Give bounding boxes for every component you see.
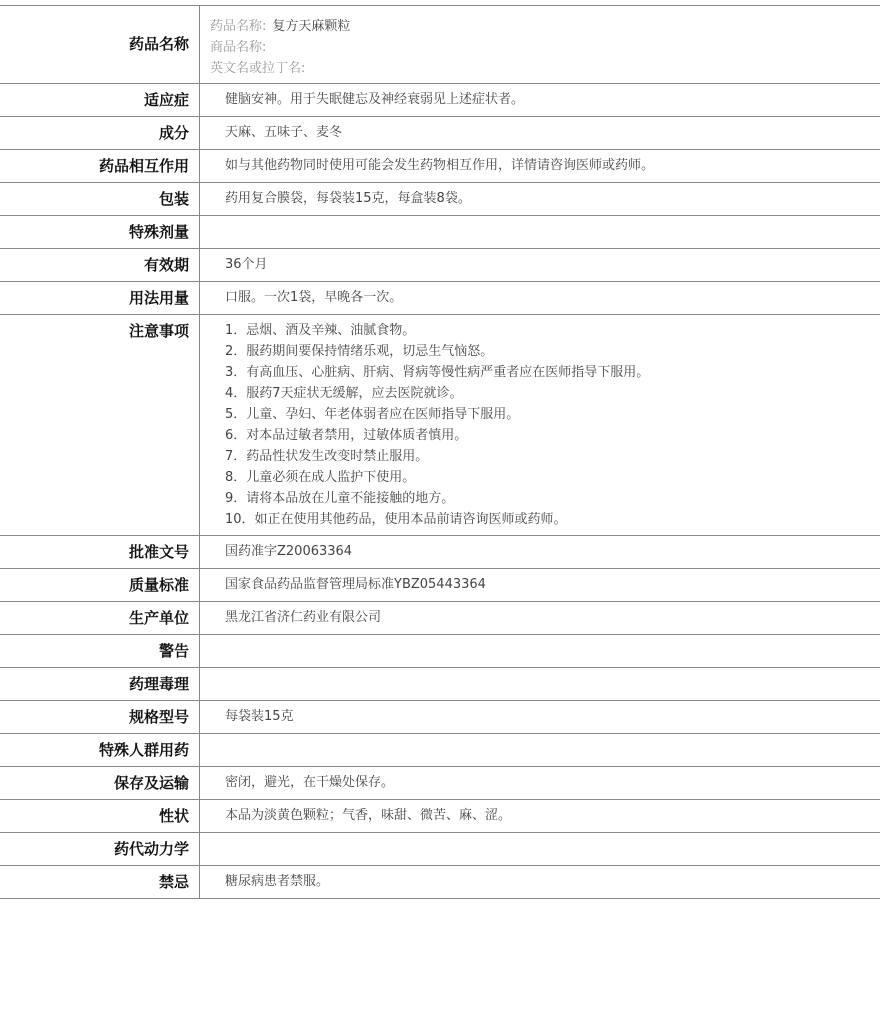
row-value-interactions: 如与其他药物同时使用可能会发生药物相互作用，详情请咨询医师或药师。 <box>225 158 655 173</box>
row-drug-name <box>0 6 880 84</box>
row-value-indications: 健脑安神。用于失眠健忘及神经衰弱见上述症状者。 <box>225 92 525 107</box>
row-label-shelf-life: 有效期 <box>0 249 200 281</box>
generic-name-label: 药品名称: <box>210 19 267 34</box>
row-storage-transport <box>0 767 880 800</box>
row-interactions <box>0 150 880 183</box>
trade-name-label: 商品名称: <box>210 40 267 55</box>
row-label-approval-number: 批准文号 <box>0 536 200 568</box>
row-label-warning: 警告 <box>0 635 200 667</box>
row-ingredients <box>0 117 880 150</box>
row-value-manufacturer: 黑龙江省济仁药业有限公司 <box>225 610 382 625</box>
row-value-approval-number: 国药准字Z20063364 <box>225 544 353 559</box>
row-packaging <box>0 183 880 216</box>
generic-name-line <box>210 16 880 37</box>
english-name-line <box>210 58 880 79</box>
row-special-dosage <box>0 216 880 249</box>
row-value-pharmacology-toxicology <box>200 668 880 700</box>
precaution-item: 6．对本品过敏者禁用，过敏体质者慎用。 <box>225 428 468 443</box>
row-label-storage-transport: 保存及运输 <box>0 767 200 799</box>
row-label-precautions: 注意事项 <box>0 315 200 535</box>
precaution-item: 10．如正在使用其他药品，使用本品前请咨询医师或药师。 <box>225 512 567 527</box>
row-shelf-life <box>0 249 880 282</box>
drug-info-table <box>0 5 880 899</box>
trade-name-line <box>210 37 880 58</box>
precaution-item: 2．服药期间要保持情绪乐观，切忌生气恼怒。 <box>225 344 494 359</box>
row-value-pharmacokinetics <box>200 833 880 865</box>
precautions-list <box>200 315 880 535</box>
row-label-special-dosage: 特殊剂量 <box>0 216 200 248</box>
row-label-contraindications: 禁忌 <box>0 866 200 898</box>
row-warning <box>0 635 880 668</box>
row-label-usage-dosage: 用法用量 <box>0 282 200 314</box>
precaution-item: 4．服药7天症状无缓解，应去医院就诊。 <box>225 386 463 401</box>
row-pharmacology-toxicology <box>0 668 880 701</box>
row-value-specification: 每袋装15克 <box>225 709 294 724</box>
row-specification <box>0 701 880 734</box>
row-contraindications <box>0 866 880 899</box>
row-value-warning <box>200 635 880 667</box>
row-label-description: 性状 <box>0 800 200 832</box>
row-indications <box>0 84 880 117</box>
row-value-special-populations <box>200 734 880 766</box>
row-label-drug-name: 药品名称 <box>0 6 200 83</box>
row-label-specification: 规格型号 <box>0 701 200 733</box>
generic-name-value: 复方天麻颗粒 <box>272 19 351 34</box>
row-label-interactions: 药品相互作用 <box>0 150 200 182</box>
row-label-quality-standard: 质量标准 <box>0 569 200 601</box>
row-value-contraindications: 糖尿病患者禁服。 <box>225 874 330 889</box>
row-value-ingredients: 天麻、五味子、麦冬 <box>225 125 343 140</box>
row-quality-standard <box>0 569 880 602</box>
row-label-indications: 适应症 <box>0 84 200 116</box>
row-precautions <box>0 315 880 536</box>
row-value-special-dosage <box>200 216 880 248</box>
precaution-item: 3．有高血压、心脏病、肝病、肾病等慢性病严重者应在医师指导下服用。 <box>225 365 650 380</box>
row-label-pharmacokinetics: 药代动力学 <box>0 833 200 865</box>
row-label-packaging: 包装 <box>0 183 200 215</box>
row-value-quality-standard: 国家食品药品监督管理局标准YBZ05443364 <box>225 577 486 592</box>
row-value-packaging: 药用复合膜袋，每袋装15克，每盒装8袋。 <box>225 191 471 206</box>
row-value-shelf-life: 36个月 <box>225 257 268 272</box>
precaution-item: 1．忌烟、酒及辛辣、油腻食物。 <box>225 323 416 338</box>
row-label-manufacturer: 生产单位 <box>0 602 200 634</box>
row-label-special-populations: 特殊人群用药 <box>0 734 200 766</box>
drug-name-block <box>200 6 880 83</box>
row-value-storage-transport: 密闭，避光，在干燥处保存。 <box>225 775 395 790</box>
row-description <box>0 800 880 833</box>
row-manufacturer <box>0 602 880 635</box>
row-special-populations <box>0 734 880 767</box>
english-name-label: 英文名或拉丁名: <box>210 61 306 76</box>
precaution-item: 8．儿童必须在成人监护下使用。 <box>225 470 416 485</box>
row-label-pharmacology-toxicology: 药理毒理 <box>0 668 200 700</box>
row-usage-dosage <box>0 282 880 315</box>
precaution-item: 7．药品性状发生改变时禁止服用。 <box>225 449 429 464</box>
precaution-item: 9．请将本品放在儿童不能接触的地方。 <box>225 491 455 506</box>
row-pharmacokinetics <box>0 833 880 866</box>
precaution-item: 5．儿童、孕妇、年老体弱者应在医师指导下服用。 <box>225 407 520 422</box>
row-label-ingredients: 成分 <box>0 117 200 149</box>
row-approval-number <box>0 536 880 569</box>
row-value-description: 本品为淡黄色颗粒；气香，味甜、微苦、麻、涩。 <box>225 808 512 823</box>
row-value-usage-dosage: 口服。一次1袋，早晚各一次。 <box>225 290 403 305</box>
